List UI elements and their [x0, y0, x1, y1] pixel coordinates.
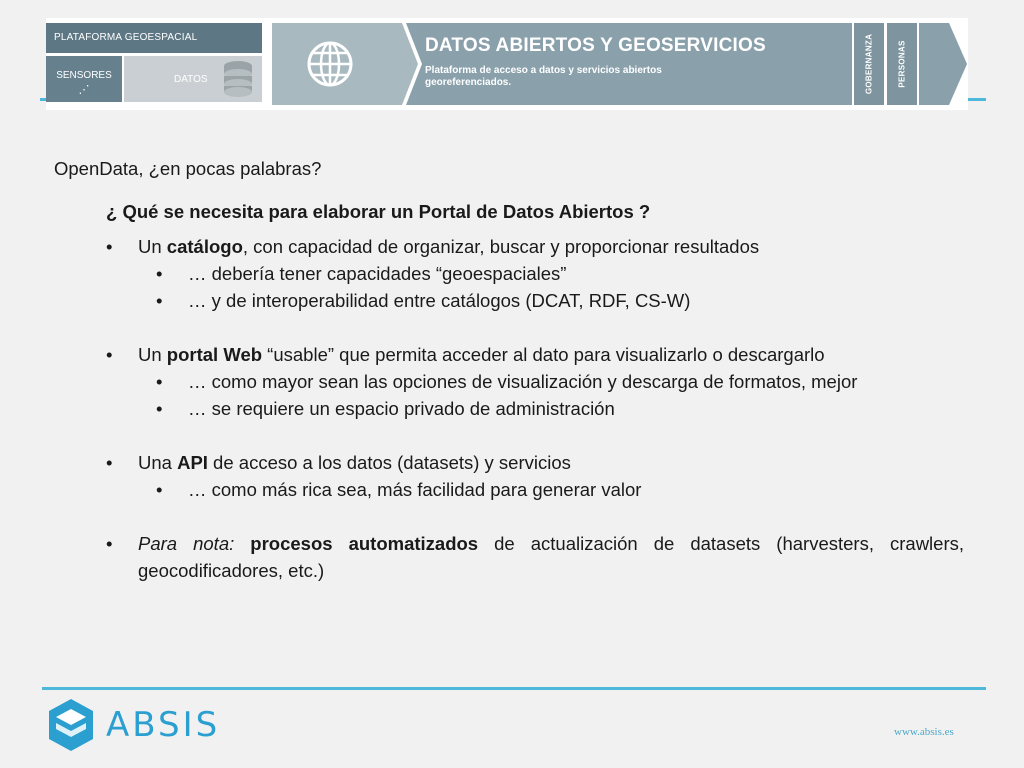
- list-item-api: [54, 449, 964, 503]
- spacer: [54, 503, 964, 530]
- globe-icon: [306, 40, 354, 88]
- note-bold: procesos automatizados: [250, 533, 479, 554]
- bullet: •: [106, 344, 113, 365]
- signal-icon: ⋰: [78, 84, 90, 96]
- tab-personas[interactable]: [887, 23, 917, 105]
- list-item-catalogo: [54, 233, 964, 314]
- sub-item: [138, 368, 964, 395]
- next-arrow-icon[interactable]: [919, 23, 967, 105]
- bullet: •: [156, 371, 163, 392]
- sub-list: [138, 368, 964, 422]
- item-text-pre: Un: [138, 236, 167, 257]
- tab-gobernanza-label: GOBERNANZA: [864, 33, 874, 95]
- slide-question: ¿ Qué se necesita para elaborar un Portal de Datos Abiertos ?: [106, 201, 651, 222]
- banner-title: DATOS ABIERTOS Y GEOSERVICIOS: [425, 35, 766, 56]
- sub-item-text: … como mayor sean las opciones de visualización y descarga de formatos, mejor: [188, 371, 858, 392]
- slide-content: [54, 155, 964, 584]
- bullet: •: [156, 479, 163, 500]
- note-text: de actualización de datasets (harvesters, crawlers, geocodificadores, etc.): [138, 533, 965, 581]
- datos-label: DATOS: [174, 74, 208, 85]
- bullet: •: [156, 263, 163, 284]
- divider-top-right: [968, 98, 986, 101]
- list-item-note: [54, 530, 964, 584]
- bullet: •: [106, 533, 113, 554]
- item-text-post: de acceso a los datos (datasets) y servicios: [207, 452, 571, 473]
- requirements-list: [54, 233, 964, 584]
- sensores-tile[interactable]: [46, 56, 122, 102]
- tab-gobernanza[interactable]: [854, 23, 884, 105]
- spacer: [54, 422, 964, 449]
- datos-tile[interactable]: [124, 56, 262, 102]
- sub-item-text: … y de interoperabilidad entre catálogos (DCAT, RDF, CS-W): [188, 290, 691, 311]
- item-text-post: “usable” que permita acceder al dato para visualizarlo o descargarlo: [262, 344, 825, 365]
- header-banner: [46, 18, 968, 110]
- database-icon: [222, 60, 254, 98]
- note-italic: Para nota:: [138, 533, 235, 554]
- brand-name: ABSIS: [106, 705, 221, 745]
- main-banner-panel: [272, 23, 852, 105]
- sub-item: [138, 476, 964, 503]
- sub-item: [138, 395, 964, 422]
- sub-item-text: … se requiere un espacio privado de administración: [188, 398, 615, 419]
- platform-label: PLATAFORMA GEOESPACIAL: [46, 23, 262, 53]
- item-text-bold: API: [177, 452, 208, 473]
- sensores-label: SENSORES: [56, 70, 112, 81]
- absis-logo: [46, 697, 246, 760]
- sub-item-text: … como más rica sea, más facilidad para generar valor: [188, 479, 642, 500]
- item-text-bold: catálogo: [166, 236, 243, 257]
- sub-list: [138, 260, 964, 314]
- sub-list: [138, 476, 964, 503]
- footer-url[interactable]: www.absis.es: [894, 726, 954, 738]
- bullet: •: [106, 452, 113, 473]
- item-text-post: , con capacidad de organizar, buscar y proporcionar resultados: [242, 236, 760, 257]
- bullet: •: [156, 398, 163, 419]
- sub-item-text: … debería tener capacidades “geoespaciales”: [188, 263, 567, 284]
- spacer: [54, 314, 964, 341]
- divider-top-left: [40, 98, 46, 101]
- divider-bottom: [42, 687, 986, 690]
- sub-item: [138, 260, 964, 287]
- banner-subtitle: Plataforma de acceso a datos y servicios abiertos georeferenciados.: [425, 65, 662, 88]
- item-text-pre: Un: [138, 344, 167, 365]
- item-text-pre: Una: [138, 452, 178, 473]
- tab-personas-label: PERSONAS: [897, 40, 907, 88]
- item-text-bold: portal Web: [166, 344, 263, 365]
- list-item-portal-web: [54, 341, 964, 422]
- bullet: •: [106, 236, 113, 257]
- bullet: •: [156, 290, 163, 311]
- sub-item: [138, 287, 964, 314]
- slide-heading: OpenData, ¿en pocas palabras?: [54, 158, 322, 179]
